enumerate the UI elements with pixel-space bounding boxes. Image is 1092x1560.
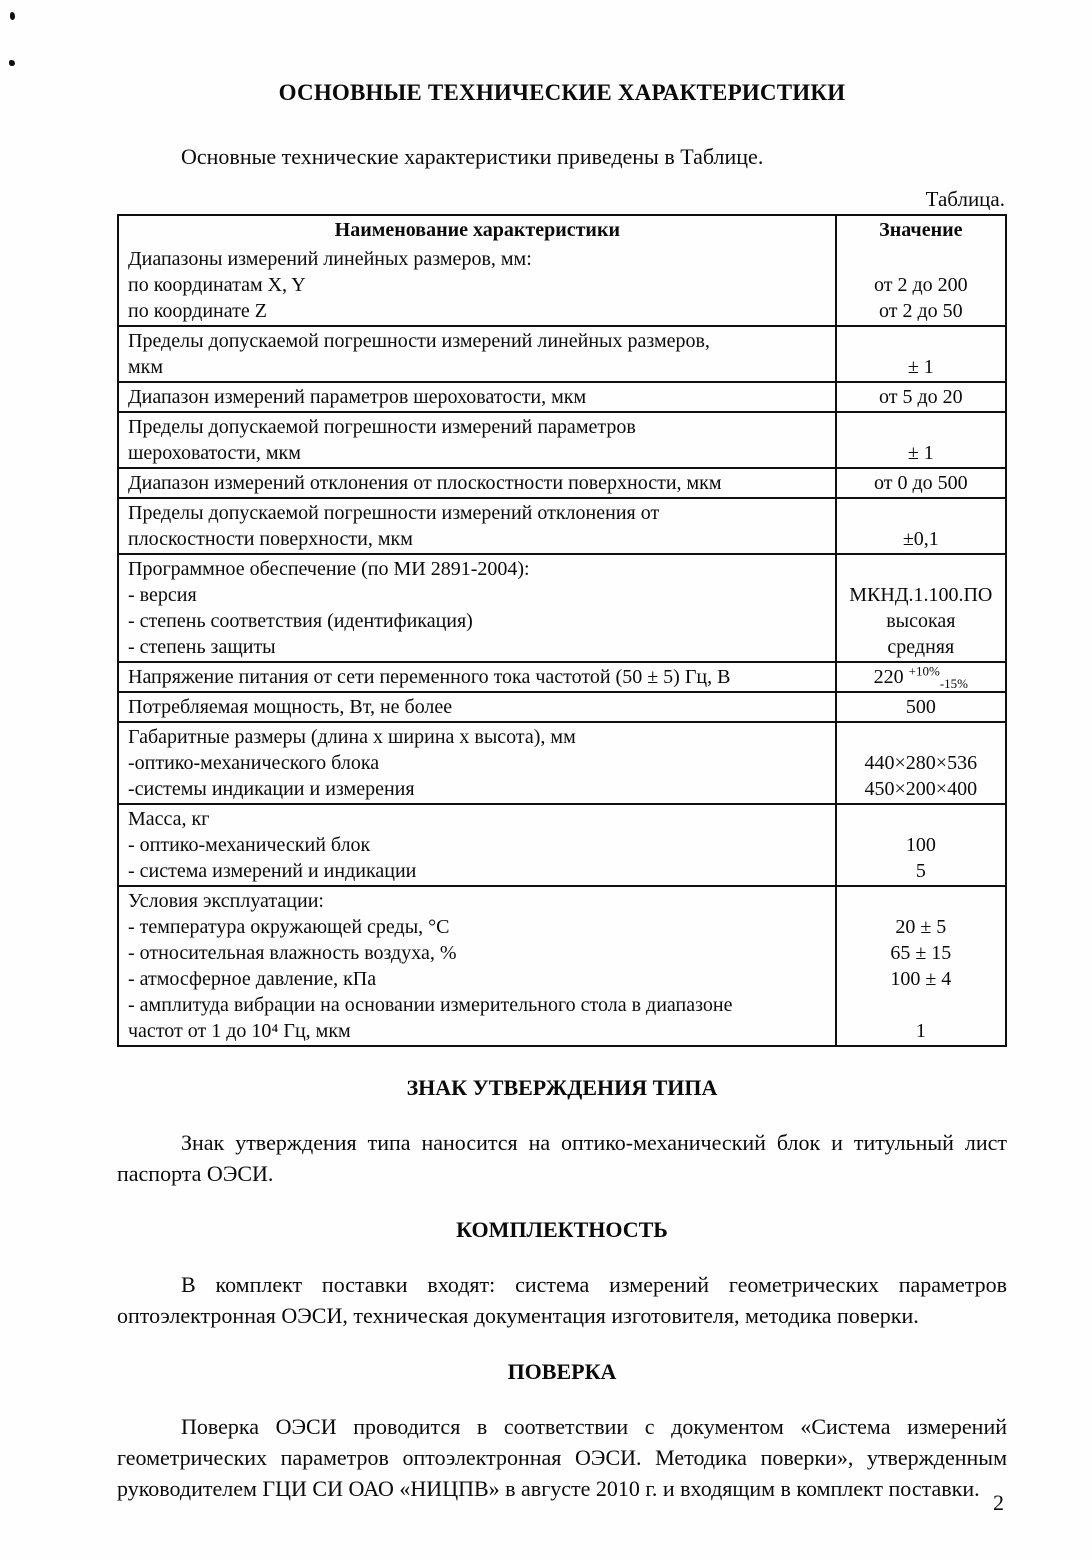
- characteristic-value-line: от 2 до 200: [873, 274, 968, 296]
- table-label: Таблица.: [925, 187, 1005, 211]
- table-row: [119, 691, 1005, 721]
- characteristic-name-cell: [119, 245, 837, 325]
- characteristic-value-line: от 2 до 50: [878, 300, 963, 322]
- characteristic-value-line: [840, 556, 1002, 582]
- sections: [117, 1075, 1007, 1504]
- characteristic-value-line: 100: [905, 834, 936, 856]
- table-row: [119, 325, 1005, 381]
- value-base: 220: [873, 666, 909, 688]
- characteristic-value-line: 65 ± 15: [890, 942, 952, 964]
- characteristic-value-cell: [837, 383, 1005, 411]
- characteristic-value-line: 450×200×400: [864, 778, 978, 800]
- characteristic-value-line: [840, 246, 1002, 272]
- characteristic-value-line: [840, 664, 1002, 690]
- characteristic-name-cell: [119, 887, 837, 1045]
- table-header-value-label: Значение: [879, 219, 963, 241]
- section-paragraph: Поверка ОЭСИ проводится в соответствии с документом «Система измерений геометрических параметров оптоэлектронная ОЭСИ. Методика поверки», утвержденным руководителем ГЦИ СИ ОАО «НИЦПВ» в августе 2010 г. и входящим в комплект поставки.: [117, 1414, 1007, 1501]
- characteristic-name-line: Пределы допускаемой погрешности измерений параметров: [128, 416, 636, 438]
- characteristic-value-line: ±0,1: [902, 528, 939, 550]
- table-row: [119, 553, 1005, 661]
- characteristic-name-line: Диапазон измерений отклонения от плоскостности поверхности, мкм: [128, 472, 722, 494]
- characteristic-value-line: [840, 888, 1002, 914]
- characteristic-name-line: Габаритные размеры (длина х ширина х высота), мм: [128, 726, 576, 748]
- characteristic-value-line: от 0 до 500: [873, 472, 968, 494]
- characteristic-value-line: [840, 500, 1002, 526]
- characteristic-name-line: - версия: [128, 584, 197, 606]
- characteristic-name-cell: [119, 327, 837, 381]
- characteristic-name-line: Потребляемая мощность, Вт, не более: [128, 696, 453, 718]
- characteristic-name-line: -оптико-механического блока: [128, 752, 380, 774]
- value-subscript: -15%: [939, 676, 968, 691]
- characteristic-value-cell: [837, 723, 1005, 803]
- characteristic-name-line: Программное обеспечение (по МИ 2891-2004):: [128, 558, 530, 580]
- table-row: [119, 411, 1005, 467]
- characteristic-name-cell: [119, 693, 837, 721]
- page-content: [117, 0, 1007, 1504]
- characteristic-value-cell: [837, 887, 1005, 1045]
- characteristic-value-line: 5: [915, 860, 926, 882]
- characteristic-name-line: по координате Z: [128, 300, 267, 322]
- table-row: [119, 803, 1005, 885]
- table-row: [119, 661, 1005, 691]
- characteristic-name-cell: [119, 723, 837, 803]
- characteristic-name-line: Напряжение питания от сети переменного тока частотой (50 ± 5) Гц, В: [128, 666, 731, 688]
- characteristic-value-line: [840, 724, 1002, 750]
- characteristic-name-line: Диапазоны измерений линейных размеров, мм:: [128, 248, 532, 270]
- characteristic-name-line: Диапазон измерений параметров шероховатости, мкм: [128, 386, 587, 408]
- table-row: [119, 381, 1005, 411]
- characteristic-value-cell: [837, 413, 1005, 467]
- characteristic-value-line: ± 1: [907, 442, 934, 464]
- characteristic-value-line: ± 1: [907, 356, 934, 378]
- intro-paragraph: Основные технические характеристики приведены в Таблице.: [181, 144, 764, 169]
- spec-table: [117, 214, 1007, 1047]
- characteristic-value-line: [840, 992, 1002, 1018]
- characteristic-value-cell: [837, 499, 1005, 553]
- characteristic-name-line: шероховатости, мкм: [128, 442, 301, 464]
- section-paragraph: Знак утверждения типа наносится на оптико-механический блок и титульный лист паспорта ОЭСИ.: [117, 1130, 1007, 1186]
- characteristic-value-cell: [837, 805, 1005, 885]
- characteristic-name-line: - относительная влажность воздуха, %: [128, 942, 457, 964]
- characteristic-name-cell: [119, 469, 837, 497]
- characteristic-value-line: [840, 414, 1002, 440]
- characteristic-name-cell: [119, 413, 837, 467]
- characteristic-value-line: 440×280×536: [864, 752, 978, 774]
- page-title: ОСНОВНЫЕ ТЕХНИЧЕСКИЕ ХАРАКТЕРИСТИКИ: [278, 80, 846, 105]
- characteristic-name-cell: [119, 383, 837, 411]
- characteristic-name-line: -системы индикации и измерения: [128, 778, 415, 800]
- characteristic-value-line: 1: [915, 1020, 926, 1042]
- characteristic-name-line: - оптико-механический блок: [128, 834, 371, 856]
- characteristic-name-line: мкм: [128, 356, 164, 378]
- characteristic-value-line: [840, 806, 1002, 832]
- scan-artifact-dot: [10, 12, 15, 20]
- characteristic-value-line: [840, 328, 1002, 354]
- table-row: [119, 885, 1005, 1045]
- characteristic-value-cell: [837, 693, 1005, 721]
- section-paragraph: В комплект поставки входят: система измерений геометрических параметров оптоэлектронная ОЭСИ, техническая документация изготовителя, методика поверки.: [117, 1272, 1007, 1328]
- table-header-row: [119, 216, 1005, 245]
- characteristic-name-line: Пределы допускаемой погрешности измерений линейных размеров,: [128, 330, 710, 352]
- characteristic-value-line: 500: [905, 696, 936, 718]
- characteristic-name-line: - степень соответствия (идентификация): [128, 610, 473, 632]
- characteristic-name-line: - амплитуда вибрации на основании измерительного стола в диапазоне: [128, 994, 733, 1016]
- characteristic-value-cell: [837, 327, 1005, 381]
- characteristic-name-cell: [119, 805, 837, 885]
- section-heading: ЗНАК УТВЕРЖДЕНИЯ ТИПА: [406, 1075, 718, 1100]
- table-row: [119, 721, 1005, 803]
- table-row: [119, 467, 1005, 497]
- characteristic-name-line: - атмосферное давление, кПа: [128, 968, 377, 990]
- characteristic-name-line: - система измерений и индикации: [128, 860, 417, 882]
- characteristic-name-line: Условия эксплуатации:: [128, 890, 324, 912]
- page-number: 2: [993, 1490, 1004, 1515]
- characteristic-value-line: 100 ± 4: [890, 968, 952, 990]
- characteristic-name-cell: [119, 663, 837, 691]
- characteristic-value-cell: [837, 245, 1005, 325]
- characteristic-name-line: по координатам X, Y: [128, 274, 306, 296]
- characteristic-name-line: Пределы допускаемой погрешности измерений отклонения от: [128, 502, 660, 524]
- characteristic-value-line: средняя: [887, 636, 955, 658]
- table-row: [119, 497, 1005, 553]
- section-heading: КОМПЛЕКТНОСТЬ: [456, 1217, 668, 1242]
- section-heading: ПОВЕРКА: [507, 1359, 617, 1384]
- characteristic-name-line: плоскостности поверхности, мкм: [128, 528, 413, 550]
- table-header-name-label: Наименование характеристики: [334, 219, 620, 241]
- characteristic-value-cell: [837, 663, 1005, 691]
- table-header-value: [837, 216, 1005, 245]
- characteristic-name-line: - степень защиты: [128, 636, 276, 658]
- characteristic-name-line: частот от 1 до 10⁴ Гц, мкм: [128, 1020, 351, 1042]
- characteristic-value-line: МКНД.1.100.ПО: [849, 584, 993, 606]
- scan-artifact-dot: [9, 60, 15, 66]
- characteristic-name-line: - температура окружающей среды, °С: [128, 916, 450, 938]
- characteristic-name-cell: [119, 555, 837, 661]
- table-header-name: [119, 216, 837, 245]
- characteristic-value-line: 20 ± 5: [895, 916, 947, 938]
- characteristic-value-cell: [837, 555, 1005, 661]
- characteristic-value-cell: [837, 469, 1005, 497]
- characteristic-value-line: от 5 до 20: [878, 386, 963, 408]
- characteristic-value-line: высокая: [886, 610, 956, 632]
- table-row: [119, 245, 1005, 325]
- value-superscript: +10%: [908, 663, 940, 679]
- characteristic-name-line: Масса, кг: [128, 808, 210, 830]
- characteristic-name-cell: [119, 499, 837, 553]
